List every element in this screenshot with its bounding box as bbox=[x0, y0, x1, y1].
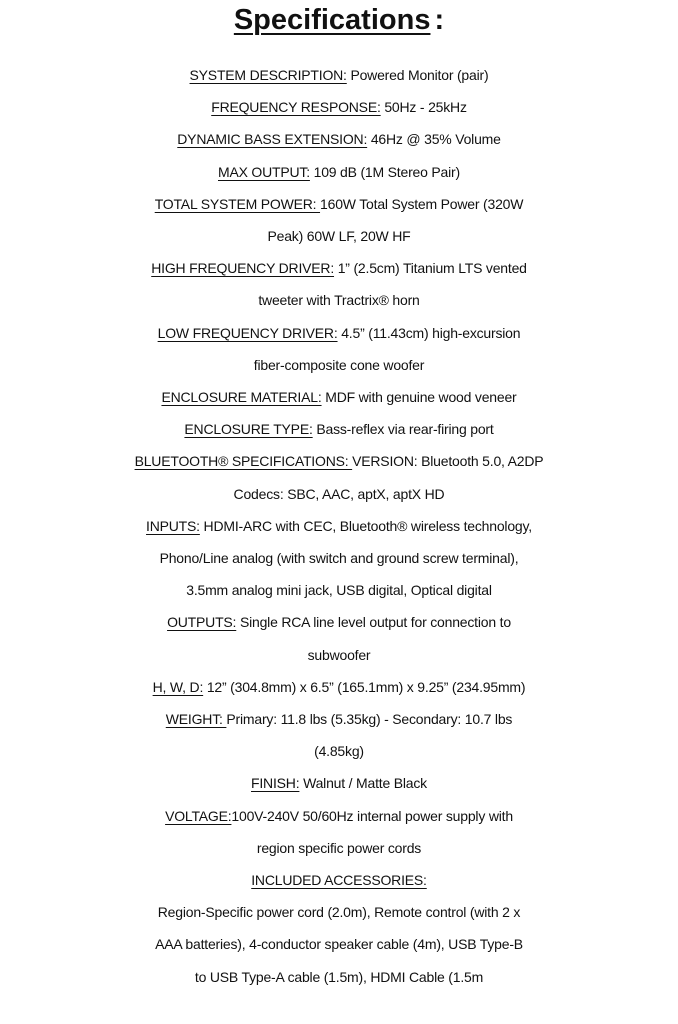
spec-line bbox=[0, 252, 678, 284]
spec-value: (4.85kg) bbox=[314, 743, 364, 760]
spec-value: Codecs: SBC, AAC, aptX, aptX HD bbox=[233, 485, 445, 502]
spec-value: Primary: 11.8 lbs (5.35kg) - Secondary: 10.7 lbs bbox=[226, 711, 513, 728]
spec-value: MDF with genuine wood veneer bbox=[321, 389, 517, 406]
spec-list bbox=[0, 59, 678, 993]
page-title-colon: : bbox=[434, 4, 445, 36]
spec-value: 4.5” (11.43cm) high-excursion bbox=[337, 324, 521, 341]
spec-value: 46Hz @ 35% Volume bbox=[367, 131, 501, 148]
spec-line bbox=[0, 928, 678, 960]
spec-line bbox=[0, 767, 678, 799]
spec-line bbox=[0, 606, 678, 638]
spec-line bbox=[0, 574, 678, 606]
spec-value: Phono/Line analog (with switch and ground screw terminal), bbox=[159, 550, 519, 567]
spec-label: FREQUENCY RESPONSE: bbox=[211, 99, 381, 116]
spec-label: VOLTAGE: bbox=[165, 807, 232, 824]
spec-line bbox=[0, 284, 678, 316]
spec-line bbox=[0, 703, 678, 735]
spec-line bbox=[0, 413, 678, 445]
spec-label: BLUETOOTH® SPECIFICATIONS: bbox=[134, 453, 353, 470]
spec-value: 12” (304.8mm) x 6.5” (165.1mm) x 9.25” (234.95mm) bbox=[203, 678, 526, 695]
spec-line bbox=[0, 123, 678, 155]
spec-line bbox=[0, 59, 678, 91]
spec-label: TOTAL SYSTEM POWER: bbox=[154, 195, 321, 212]
spec-label: ENCLOSURE TYPE: bbox=[184, 421, 313, 438]
spec-line bbox=[0, 510, 678, 542]
spec-label: WEIGHT: bbox=[165, 711, 227, 728]
spec-label: OUTPUTS: bbox=[167, 614, 237, 631]
spec-value: 109 dB (1M Stereo Pair) bbox=[309, 163, 460, 180]
spec-value: Bass-reflex via rear-firing port bbox=[312, 421, 494, 438]
spec-label: SYSTEM DESCRIPTION: bbox=[189, 67, 347, 83]
spec-line bbox=[0, 639, 678, 671]
spec-label: FINISH: bbox=[251, 775, 300, 792]
spec-line bbox=[0, 478, 678, 510]
spec-value: 3.5mm analog mini jack, USB digital, Optical digital bbox=[186, 582, 492, 599]
spec-line bbox=[0, 188, 678, 220]
spec-value: Region-Specific power cord (2.0m), Remote control (with 2 x bbox=[157, 904, 521, 921]
spec-value: 160W Total System Power (320W bbox=[320, 195, 524, 212]
spec-value: Powered Monitor (pair) bbox=[346, 67, 489, 83]
spec-line bbox=[0, 671, 678, 703]
spec-value: AAA batteries), 4-conductor speaker cable (4m), USB Type-B bbox=[155, 936, 523, 953]
spec-line bbox=[0, 91, 678, 123]
spec-value: 1” (2.5cm) Titanium LTS vented bbox=[334, 260, 527, 277]
spec-value: 50Hz - 25kHz bbox=[380, 99, 467, 116]
spec-value: Single RCA line level output for connection to bbox=[236, 614, 511, 631]
page-title-text: Specifications bbox=[233, 4, 431, 36]
spec-line bbox=[0, 381, 678, 413]
spec-label: ENCLOSURE MATERIAL: bbox=[161, 389, 322, 406]
spec-label: INCLUDED ACCESSORIES: bbox=[251, 872, 427, 889]
spec-value: Walnut / Matte Black bbox=[299, 775, 427, 792]
spec-value: fiber-composite cone woofer bbox=[253, 356, 425, 373]
spec-line bbox=[0, 156, 678, 188]
spec-line bbox=[0, 317, 678, 349]
spec-value: Peak) 60W LF, 20W HF bbox=[267, 228, 411, 245]
spec-line bbox=[0, 864, 678, 896]
spec-value: HDMI-ARC with CEC, Bluetooth® wireless technology, bbox=[199, 517, 532, 534]
spec-label: DYNAMIC BASS EXTENSION: bbox=[177, 131, 368, 148]
spec-line bbox=[0, 735, 678, 767]
spec-line bbox=[0, 961, 678, 993]
spec-label: LOW FREQUENCY DRIVER: bbox=[157, 324, 338, 341]
spec-line bbox=[0, 800, 678, 832]
spec-line bbox=[0, 220, 678, 252]
spec-line bbox=[0, 445, 678, 477]
spec-label: HIGH FREQUENCY DRIVER: bbox=[151, 260, 335, 277]
spec-label: H, W, D: bbox=[152, 678, 204, 695]
spec-value: tweeter with Tractrix® horn bbox=[258, 292, 420, 309]
spec-line bbox=[0, 896, 678, 928]
spec-label: INPUTS: bbox=[146, 517, 200, 534]
spec-value: to USB Type-A cable (1.5m), HDMI Cable (1.5m bbox=[194, 968, 484, 985]
spec-line bbox=[0, 542, 678, 574]
spec-value: subwoofer bbox=[307, 646, 371, 663]
spec-label: MAX OUTPUT: bbox=[218, 163, 310, 180]
spec-value: VERSION: Bluetooth 5.0, A2DP bbox=[352, 453, 544, 470]
spec-line bbox=[0, 349, 678, 381]
spec-line bbox=[0, 832, 678, 864]
page-title bbox=[0, 2, 678, 38]
spec-value: region specific power cords bbox=[256, 839, 422, 856]
spec-value: 100V-240V 50/60Hz internal power supply with bbox=[231, 807, 513, 824]
